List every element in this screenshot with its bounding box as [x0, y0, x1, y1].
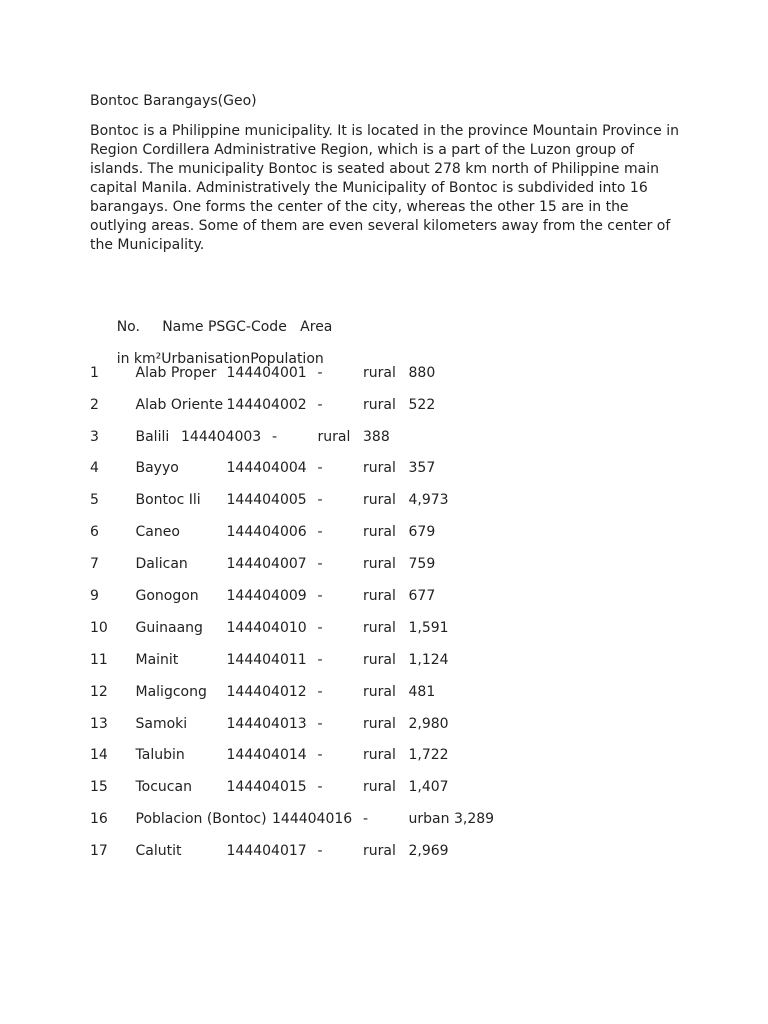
- table-cell: 16: [90, 811, 108, 828]
- table-header-row: [90, 332, 690, 367]
- table-cell: -: [317, 364, 323, 381]
- table-cell: -: [317, 843, 323, 860]
- table-cell: 4: [90, 460, 99, 477]
- table-header-row: [90, 300, 690, 335]
- table-cell: 144404010: [226, 619, 307, 636]
- table-cell: 1,124: [408, 651, 449, 668]
- table-cell: 15: [90, 779, 108, 796]
- table-cell: -: [363, 811, 369, 828]
- table-cell: Maligcong: [135, 683, 207, 700]
- table-cell: -: [317, 619, 323, 636]
- table-cell: Samoki: [135, 715, 188, 732]
- table-row: [90, 364, 690, 396]
- table-cell: rural: [363, 460, 396, 477]
- table-cell: 144404012: [226, 683, 307, 700]
- document-title: Bontoc Barangays(Geo): [90, 93, 257, 109]
- table-cell: -: [317, 396, 323, 413]
- table-row: [90, 810, 690, 842]
- table-cell: rural: [317, 428, 351, 445]
- table-row: [90, 683, 690, 715]
- table-cell: 1: [90, 364, 99, 381]
- table-cell: Talubin: [135, 747, 185, 764]
- table-cell: rural: [363, 492, 396, 509]
- table-cell: 144404002: [226, 396, 307, 413]
- table-cell: -: [317, 715, 323, 732]
- table-cell: 880: [408, 364, 436, 381]
- table-cell: Poblacion (Bontoc): [135, 811, 267, 828]
- table-cell: Balili: [135, 428, 170, 445]
- table-cell: 357: [408, 460, 436, 477]
- table-cell: 17: [90, 843, 108, 860]
- table-row: [90, 459, 690, 491]
- table-cell: 388: [363, 428, 390, 445]
- table-cell: 2,969: [408, 843, 449, 860]
- table-cell: -: [317, 460, 323, 477]
- table-row: [90, 715, 690, 747]
- table-cell: 10: [90, 619, 108, 636]
- intro-paragraph: Bontoc is a Philippine municipality. It is located in the province Mountain Province in Region Cordillera Administrative Region, which is a part of the Luzon group of islands. The municipality Bontoc is seated about 278 km north of Philippine main capital Manila. Administratively the Municipality of Bontoc is subdivided into 16 barangays. One forms the center of the city, whereas the other 15 are in the outlying areas. Some of them are even several kilometers away from the center of the Municipality.: [90, 123, 679, 253]
- table-cell: 9: [90, 588, 99, 605]
- table-row: [90, 842, 690, 874]
- table-cell: 144404006: [226, 524, 307, 541]
- table-body: [90, 364, 690, 874]
- table-row: [90, 428, 690, 460]
- table-cell: rural: [363, 715, 396, 732]
- table-cell: 144404003: [181, 428, 262, 445]
- table-cell: 144404009: [226, 588, 307, 605]
- table-cell: rural: [363, 364, 396, 381]
- table-cell: Alab Proper: [135, 364, 217, 381]
- table-cell: 481: [408, 683, 436, 700]
- table-cell: -: [317, 588, 323, 605]
- table-cell: 5: [90, 492, 99, 509]
- barangay-table: [90, 300, 690, 874]
- table-cell: rural: [363, 556, 396, 573]
- table-cell: Calutit: [135, 843, 182, 860]
- table-cell: Dalican: [135, 556, 188, 573]
- header-cell: Area: [300, 319, 333, 335]
- header-cell: [287, 319, 300, 335]
- table-cell: 2: [90, 396, 99, 413]
- table-cell: 679: [408, 524, 436, 541]
- header-cell: Population: [250, 350, 324, 367]
- table-row: [90, 491, 690, 523]
- table-row: [90, 555, 690, 587]
- table-cell: 3,289: [454, 811, 495, 828]
- table-cell: rural: [363, 524, 396, 541]
- table-cell: 144404005: [226, 492, 307, 509]
- table-cell: 677: [408, 588, 436, 605]
- table-cell: 144404016: [272, 811, 353, 828]
- header-cell: in km²Urbanisation: [116, 350, 251, 367]
- table-cell: Mainit: [135, 651, 179, 668]
- table-row: [90, 587, 690, 619]
- table-cell: 144404001: [226, 364, 307, 381]
- table-cell: 1,407: [408, 779, 449, 796]
- table-cell: Alab Oriente: [135, 396, 224, 413]
- table-cell: Guinaang: [135, 619, 203, 636]
- table-cell: Tocucan: [135, 779, 192, 796]
- table-row: [90, 651, 690, 683]
- table-row: [90, 778, 690, 810]
- table-row: [90, 619, 690, 651]
- table-cell: 13: [90, 715, 108, 732]
- table-cell: rural: [363, 747, 396, 764]
- table-cell: -: [317, 556, 323, 573]
- table-row: [90, 746, 690, 778]
- table-cell: 759: [408, 556, 436, 573]
- table-cell: -: [317, 651, 323, 668]
- table-cell: 1,591: [408, 619, 449, 636]
- table-cell: Caneo: [135, 524, 180, 541]
- table-cell: 522: [408, 396, 436, 413]
- table-cell: 7: [90, 556, 99, 573]
- table-cell: rural: [363, 619, 396, 636]
- table-cell: 3: [90, 428, 99, 445]
- header-cell: Name PSGC-Code: [162, 319, 287, 335]
- table-row: [90, 523, 690, 555]
- table-cell: 12: [90, 683, 108, 700]
- table-cell: rural: [363, 779, 396, 796]
- table-cell: 144404004: [226, 460, 307, 477]
- table-cell: 144404017: [226, 843, 307, 860]
- table-cell: Bayyo: [135, 460, 179, 477]
- table-cell: 144404014: [226, 747, 307, 764]
- table-cell: 11: [90, 651, 108, 668]
- table-cell: -: [272, 428, 278, 445]
- table-cell: rural: [363, 396, 396, 413]
- table-cell: rural: [363, 651, 396, 668]
- table-cell: -: [317, 492, 323, 509]
- table-row: [90, 396, 690, 428]
- header-cell: No.: [116, 319, 140, 335]
- table-cell: 144404013: [226, 715, 307, 732]
- table-cell: 2,980: [408, 715, 449, 732]
- table-cell: 144404007: [226, 556, 307, 573]
- table-cell: 6: [90, 524, 99, 541]
- table-cell: -: [317, 779, 323, 796]
- table-cell: -: [317, 524, 323, 541]
- table-cell: rural: [363, 843, 396, 860]
- table-cell: -: [317, 683, 323, 700]
- document-page: [90, 92, 690, 874]
- table-cell: Bontoc Ili: [135, 492, 201, 509]
- table-cell: rural: [363, 683, 396, 700]
- table-cell: rural: [363, 588, 396, 605]
- table-cell: 144404011: [226, 651, 307, 668]
- table-cell: 14: [90, 747, 108, 764]
- table-cell: 144404015: [226, 779, 307, 796]
- table-cell: urban: [408, 811, 450, 828]
- table-cell: -: [317, 747, 323, 764]
- table-cell: Gonogon: [135, 588, 199, 605]
- table-cell: 4,973: [408, 492, 449, 509]
- table-cell: 1,722: [408, 747, 449, 764]
